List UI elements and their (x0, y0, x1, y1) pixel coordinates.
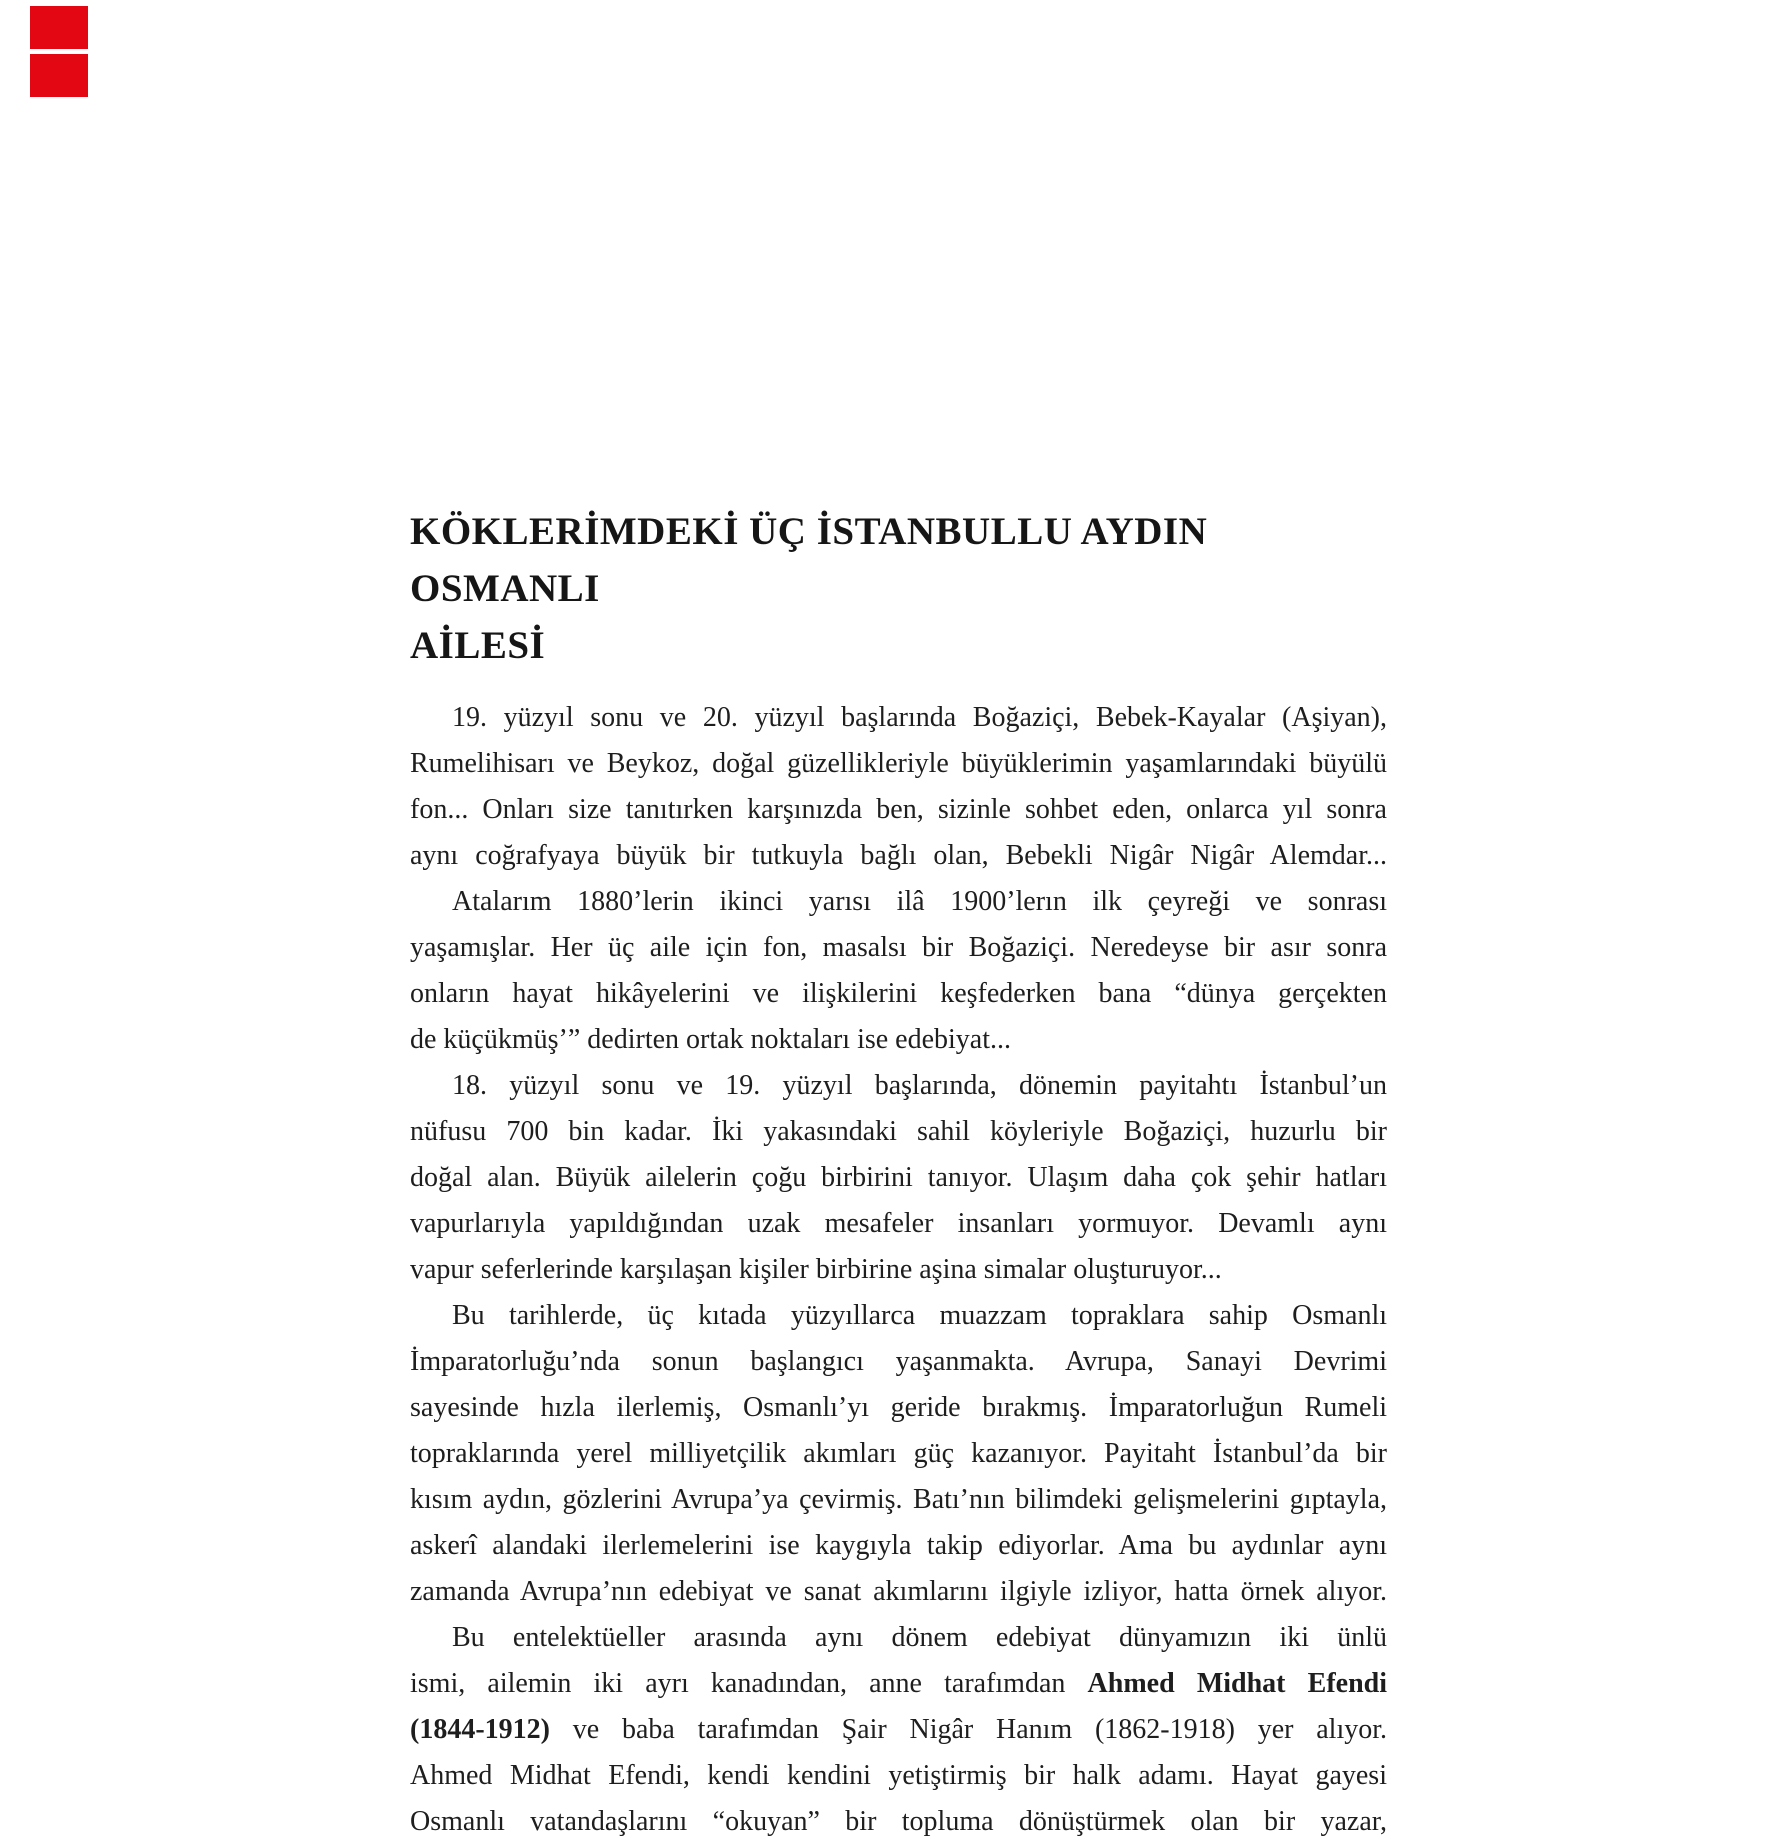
chapter-title-line-2: AİLESİ (410, 624, 546, 667)
text-line: ismi, ailemin iki ayrı kanadından, anne tarafımdan Ahmed Midhat Efendi (410, 1668, 1387, 1699)
text-line: doğal alan. Büyük ailelerin çoğu birbirini tanıyor. Ulaşım daha çok şehir hatları (410, 1162, 1387, 1193)
text-line: onların hayat hikâyelerini ve ilişkilerini keşfederken bana “dünya gerçekten (410, 978, 1387, 1009)
text-line: nüfusu 700 bin kadar. İki yakasındaki sahil köyleriyle Boğaziçi, huzurlu bir (410, 1116, 1387, 1147)
text-line: zamanda Avrupa’nın edebiyat ve sanat akımlarını ilgiyle izliyor, hatta örnek alıyor. (410, 1576, 1387, 1607)
text-line: 19. yüzyıl sonu ve 20. yüzyıl başlarında Boğaziçi, Bebek-Kayalar (Aşiyan), (452, 702, 1387, 733)
body-text (410, 695, 1387, 1845)
text-line: Rumelihisarı ve Beykoz, doğal güzellikleriyle büyüklerimin yaşamlarındaki büyülü (410, 748, 1387, 779)
paragraph (410, 1063, 1387, 1293)
text-line: vapurlarıyla yapıldığından uzak mesafeler insanları yormuyor. Devamlı aynı (410, 1208, 1387, 1239)
paragraph (410, 1615, 1387, 1845)
edge-mark (30, 54, 88, 97)
bold-text: Ahmed Midhat Efendi (1087, 1668, 1387, 1699)
text-line: askerî alandaki ilerlemelerini ise kaygıyla takip ediyorlar. Ama bu aydınlar aynı (410, 1530, 1387, 1561)
chapter-edge-marks (30, 6, 88, 102)
text-line: (1844-1912) ve baba tarafımdan Şair Nigâr Hanım (1862-1918) yer alıyor. (410, 1714, 1387, 1745)
text-line: topraklarında yerel milliyetçilik akımları güç kazanıyor. Payitaht İstanbul’da bir (410, 1438, 1387, 1469)
chapter-title-line-1: KÖKLERİMDEKİ ÜÇ İSTANBULLU AYDIN OSMANLI (410, 510, 1208, 610)
text-line: 18. yüzyıl sonu ve 19. yüzyıl başlarında, dönemin payitahtı İstanbul’un (452, 1070, 1387, 1101)
text-line: de küçükmüş’” dedirten ortak noktaları ise edebiyat... (410, 1024, 1012, 1055)
text-line: İmparatorluğu’nda sonun başlangıcı yaşanmakta. Avrupa, Sanayi Devrimi (410, 1346, 1387, 1377)
text-line: yaşamışlar. Her üç aile için fon, masalsı bir Boğaziçi. Neredeyse bir asır sonra (410, 932, 1387, 963)
text-line: vapur seferlerinde karşılaşan kişiler birbirine aşina simalar oluşturuyor... (410, 1254, 1222, 1285)
paragraph (410, 879, 1387, 1063)
chapter-title (410, 503, 1387, 674)
bold-text: (1844-1912) (410, 1714, 550, 1745)
text-line: fon... Onları size tanıtırken karşınızda ben, sizinle sohbet eden, onlarca yıl sonra (410, 794, 1387, 825)
text-line: kısım aydın, gözlerini Avrupa’ya çevirmiş. Batı’nın bilimdeki gelişmelerini gıptayla, (410, 1484, 1387, 1515)
paragraph (410, 1293, 1387, 1615)
text-line: Bu entelektüeller arasında aynı dönem edebiyat dünyamızın iki ünlü (452, 1622, 1387, 1653)
text-line: Bu tarihlerde, üç kıtada yüzyıllarca muazzam topraklara sahip Osmanlı (452, 1300, 1387, 1331)
text-line: Osmanlı vatandaşlarını “okuyan” bir topluma dönüştürmek olan bir yazar, (410, 1806, 1387, 1837)
edge-mark (30, 6, 88, 49)
text-line: sayesinde hızla ilerlemiş, Osmanlı’yı geride bırakmış. İmparatorluğun Rumeli (410, 1392, 1387, 1423)
text-column (410, 503, 1387, 1845)
text-line: aynı coğrafyaya büyük bir tutkuyla bağlı olan, Bebekli Nigâr Nigâr Alemdar... (410, 840, 1387, 871)
paragraph (410, 695, 1387, 879)
text-line: Atalarım 1880’lerin ikinci yarısı ilâ 1900’lerın ilk çeyreği ve sonrası (452, 886, 1387, 917)
text-line: Ahmed Midhat Efendi, kendi kendini yetiştirmiş bir halk adamı. Hayat gayesi (410, 1760, 1387, 1791)
